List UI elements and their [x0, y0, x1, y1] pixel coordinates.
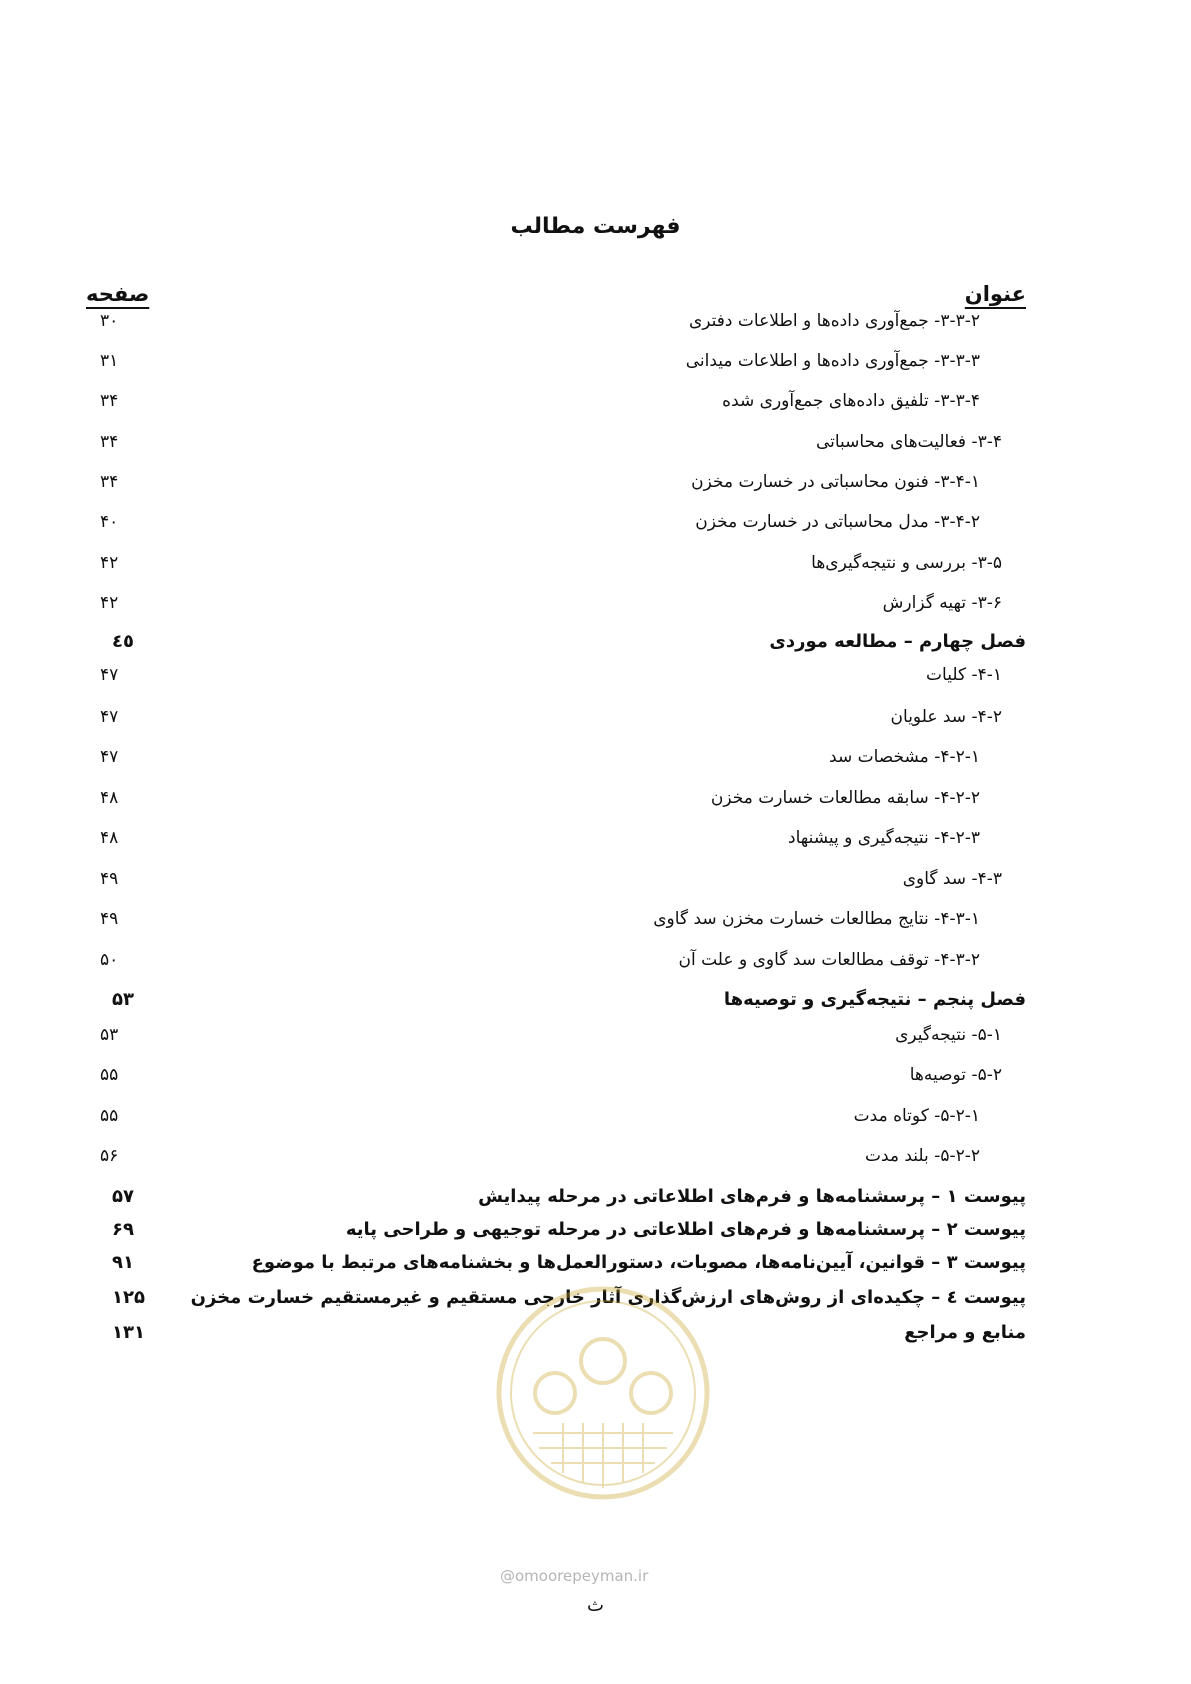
toc-entry-page: ٤٥ [112, 631, 134, 652]
toc-entry-title: پیوست ۱ – پرسشنامه‌ها و فرم‌های اطلاعاتی در مرحله پیدایش [478, 1186, 1026, 1207]
toc-entry-page: ۱۳۱ [112, 1322, 145, 1343]
toc-entry-title: ۳-۴- فعالیت‌های محاسباتی [815, 432, 1002, 452]
toc-entry-title: ۳-۳-۳- جمع‌آوری داده‌ها و اطلاعات میدانی [685, 351, 980, 371]
toc-entry-page: ۵۳ [100, 1025, 119, 1045]
toc-entry-title: ۴-۳-۱- نتایج مطالعات خسارت مخزن سد گاوی [653, 909, 980, 929]
toc-entry [0, 1248, 1191, 1278]
toc-entry-title: ۴-۳-۲- توقف مطالعات سد گاوی و علت آن [678, 950, 980, 970]
toc-entry-page: ۶۹ [112, 1219, 134, 1240]
toc-entry [0, 386, 1191, 416]
toc-entry [0, 904, 1191, 934]
toc-entry-title: ۵-۲- توصیه‌ها [909, 1065, 1002, 1085]
toc-entry-title: فصل چهارم – مطالعه موردی [769, 631, 1026, 652]
toc-entry-page: ۴۷ [100, 707, 119, 727]
toc-entry-title: ۴-۲-۳- نتیجه‌گیری و پیشنهاد [788, 828, 980, 848]
toc-entry-page: ۴۸ [100, 828, 119, 848]
toc-entry [0, 548, 1191, 578]
toc-entry [0, 702, 1191, 732]
toc-entry-title: ۴-۳- سد گاوی [902, 869, 1002, 889]
toc-entry-title: پیوست ٤ – چکیده‌ای از روش‌های ارزش‌گذاری آثار خارجی مستقیم و غیرمستقیم خسارت مخزن [190, 1287, 1026, 1308]
toc-entry [0, 1060, 1191, 1090]
toc-entry [0, 783, 1191, 813]
toc-entry-title: ۳-۳-۴- تلفیق داده‌های جمع‌آوری شده [722, 391, 980, 411]
watermark-seal-icon [493, 1283, 713, 1503]
toc-entry-page: ۴۲ [100, 553, 119, 573]
page-number: ث [587, 1595, 604, 1616]
toc-entry [0, 1141, 1191, 1171]
watermark-url: @omoorepeyman.ir [500, 1567, 649, 1585]
toc-entry [0, 864, 1191, 894]
toc-entry-page: ۵۵ [100, 1106, 119, 1126]
title-column-header: عنوان [964, 282, 1026, 306]
page-column-header: صفحه [86, 282, 150, 306]
toc-entry [0, 346, 1191, 376]
toc-entry-title: ۵-۱- نتیجه‌گیری [895, 1025, 1002, 1045]
toc-entry-page: ۵۷ [112, 1186, 134, 1207]
toc-entry-page: ۵۵ [100, 1065, 119, 1085]
toc-entry-page: ۴۹ [100, 869, 119, 889]
toc-entry [0, 1215, 1191, 1245]
toc-entry-title: ۴-۲-۲- سابقه مطالعات خسارت مخزن [710, 788, 980, 808]
toc-entry-title: پیوست ۳ – قوانین، آیین‌نامه‌ها، مصوبات، دستورالعمل‌ها و بخشنامه‌های مرتبط با موضوع [251, 1252, 1026, 1273]
toc-entry-page: ۳۴ [100, 472, 119, 492]
toc-entry-title: ۳-۶- تهیه گزارش [882, 593, 1002, 613]
toc-entry-title: ۴-۱- کلیات [926, 665, 1002, 685]
toc-entry [0, 1283, 1191, 1313]
toc-entry-title: فصل پنجم – نتیجه‌گیری و توصیه‌ها [723, 989, 1026, 1010]
toc-entry [0, 985, 1191, 1015]
toc-entry [0, 823, 1191, 853]
toc-entry-title: پیوست ۲ – پرسشنامه‌ها و فرم‌های اطلاعاتی در مرحله توجیهی و طراحی پایه [345, 1219, 1026, 1240]
toc-entry [0, 945, 1191, 975]
toc-entry [0, 1101, 1191, 1131]
toc-entry [0, 1182, 1191, 1212]
toc-entry-page: ۴۷ [100, 747, 119, 767]
toc-entry-page: ۳۴ [100, 391, 119, 411]
toc-entry-page: ۱۲۵ [112, 1287, 145, 1308]
toc-entry-page: ۳۰ [100, 311, 119, 331]
toc-entry [0, 660, 1191, 690]
toc-entry [0, 588, 1191, 618]
toc-entry-page: ۴۷ [100, 665, 119, 685]
toc-entry-page: ۵۰ [100, 950, 119, 970]
toc-entry [0, 467, 1191, 497]
toc-entry-page: ۳۱ [100, 351, 119, 371]
toc-entry [0, 306, 1191, 336]
toc-entry-title: منابع و مراجع [904, 1322, 1026, 1343]
toc-entry-page: ۳۴ [100, 432, 119, 452]
toc-entry-title: ۳-۵- بررسی و نتیجه‌گیری‌ها [811, 553, 1002, 573]
toc-entry-title: ۳-۳-۲- جمع‌آوری داده‌ها و اطلاعات دفتری [688, 311, 980, 331]
toc-entry [0, 427, 1191, 457]
toc-entry [0, 742, 1191, 772]
toc-entry-title: ۴-۲- سد علویان [890, 707, 1002, 727]
toc-entry [0, 627, 1191, 657]
toc-entry-page: ۴۲ [100, 593, 119, 613]
toc-entry-title: ۴-۲-۱- مشخصات سد [829, 747, 980, 767]
toc-entry [0, 507, 1191, 537]
toc-entry-title: ۳-۴-۲- مدل محاسباتی در خسارت مخزن [695, 512, 980, 532]
toc-entry-title: ۵-۲-۱- کوتاه مدت [853, 1106, 980, 1126]
toc-entry-page: ۴۰ [100, 512, 119, 532]
page-title: فهرست مطالب [510, 214, 681, 239]
toc-entry-title: ۳-۴-۱- فنون محاسباتی در خسارت مخزن [691, 472, 980, 492]
toc-entry-page: ۴۹ [100, 909, 119, 929]
toc-entry-title: ۵-۲-۲- بلند مدت [864, 1146, 980, 1166]
toc-entry-page: ۴۸ [100, 788, 119, 808]
toc-entry-page: ۵۳ [112, 989, 134, 1010]
toc-entry [0, 1020, 1191, 1050]
toc-entry-page: ۹۱ [112, 1252, 134, 1273]
toc-entry-page: ۵۶ [100, 1146, 119, 1166]
toc-entry [0, 1318, 1191, 1348]
